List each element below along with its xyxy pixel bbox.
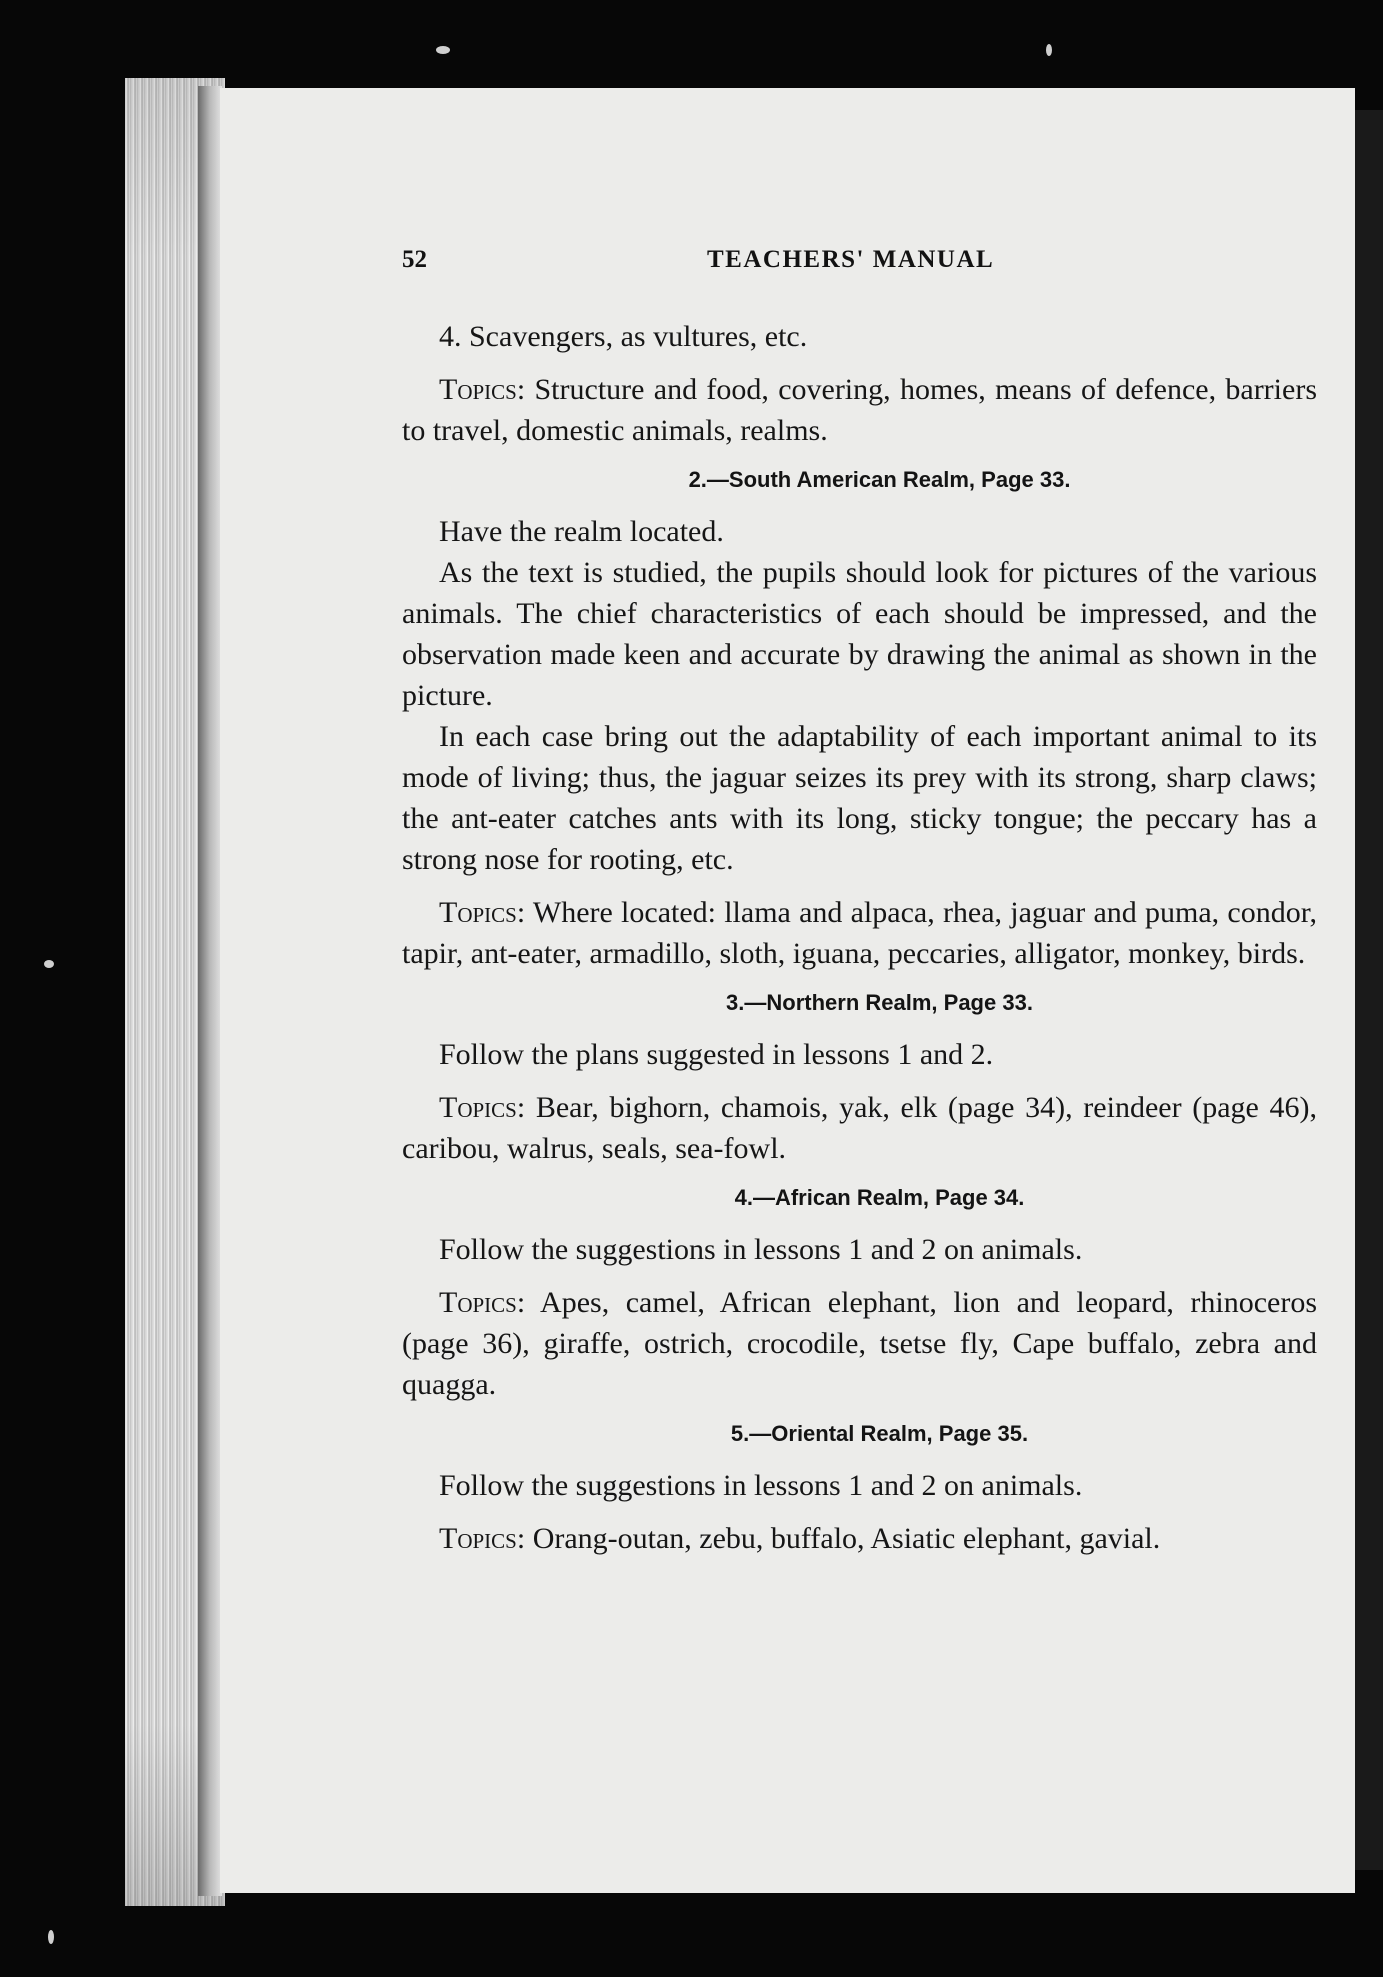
topics-label: Topics — [439, 1286, 517, 1319]
paragraph: Follow the plans suggested in lessons 1 and 2. — [439, 1038, 994, 1071]
paragraph: Follow the suggestions in lessons 1 and 2 on animals. — [439, 1233, 1083, 1266]
topics-text: : Apes, camel, African elephant, lion and leopard, rhinoceros (page 36), giraffe, ostrich, crocodile, tsetse fly, Cape buffalo, zebra and quagga. — [402, 1286, 1317, 1401]
topics-text: : Bear, bighorn, chamois, yak, elk (page 34), reindeer (page 46), caribou, walrus, seals, sea-fowl. — [402, 1091, 1317, 1165]
topics-text: : Structure and food, covering, homes, means of defence, barriers to travel, domestic animals, realms. — [402, 373, 1317, 447]
scan-speck — [44, 960, 54, 968]
topics-label: Topics — [439, 896, 517, 929]
list-item-scavengers: 4. Scavengers, as vultures, etc. — [439, 320, 808, 353]
section-heading-oriental: 5.—Oriental Realm, Page 35. — [730, 1421, 1029, 1446]
scan-speck — [436, 46, 450, 54]
scan-speck — [48, 1930, 54, 1944]
paragraph: Have the realm located. — [439, 515, 724, 548]
section-heading-south-american: 2.—South American Realm, Page 33. — [688, 467, 1071, 492]
paragraph: As the text is studied, the pupils should look for pictures of the various animals. The chief characteristics of each should be impressed, and the observation made keen and accurate by drawing the animal as shown in the picture. — [402, 556, 1317, 712]
spine-shadow — [198, 86, 222, 1896]
running-title: TEACHERS' MANUAL — [707, 246, 995, 273]
topics-label: Topics — [439, 1522, 517, 1555]
topics-paragraph — [402, 1518, 1317, 1559]
running-head — [402, 246, 1332, 282]
scan-speck — [1046, 44, 1052, 56]
topics-text: : Where located: llama and alpaca, rhea, jaguar and puma, condor, tapir, ant-eater, armadillo, sloth, iguana, peccaries, alligator, monkey, birds. — [402, 896, 1317, 970]
topics-label: Topics — [439, 1091, 517, 1124]
page-right-shadow — [1355, 110, 1383, 1870]
paragraph: In each case bring out the adaptability of each important animal to its mode of living; thus, the jaguar seizes its prey with its strong, sharp claws; the ant-eater catches ants with its long, sticky tongue; the peccary has a strong nose for rooting, etc. — [402, 720, 1317, 876]
topics-paragraph — [402, 1087, 1317, 1169]
topics-paragraph — [402, 892, 1317, 974]
section-heading-african: 4.—African Realm, Page 34. — [734, 1185, 1025, 1210]
section-heading-northern: 3.—Northern Realm, Page 33. — [726, 990, 1033, 1015]
topics-paragraph — [402, 1282, 1317, 1405]
topics-paragraph — [402, 369, 1317, 451]
topics-label: Topics — [439, 373, 517, 406]
topics-text: : Orang-outan, zebu, buffalo, Asiatic elephant, gavial. — [516, 1522, 1161, 1555]
page-number: 52 — [402, 246, 427, 273]
paragraph: Follow the suggestions in lessons 1 and 2 on animals. — [439, 1469, 1083, 1502]
page-body — [402, 316, 1317, 1571]
